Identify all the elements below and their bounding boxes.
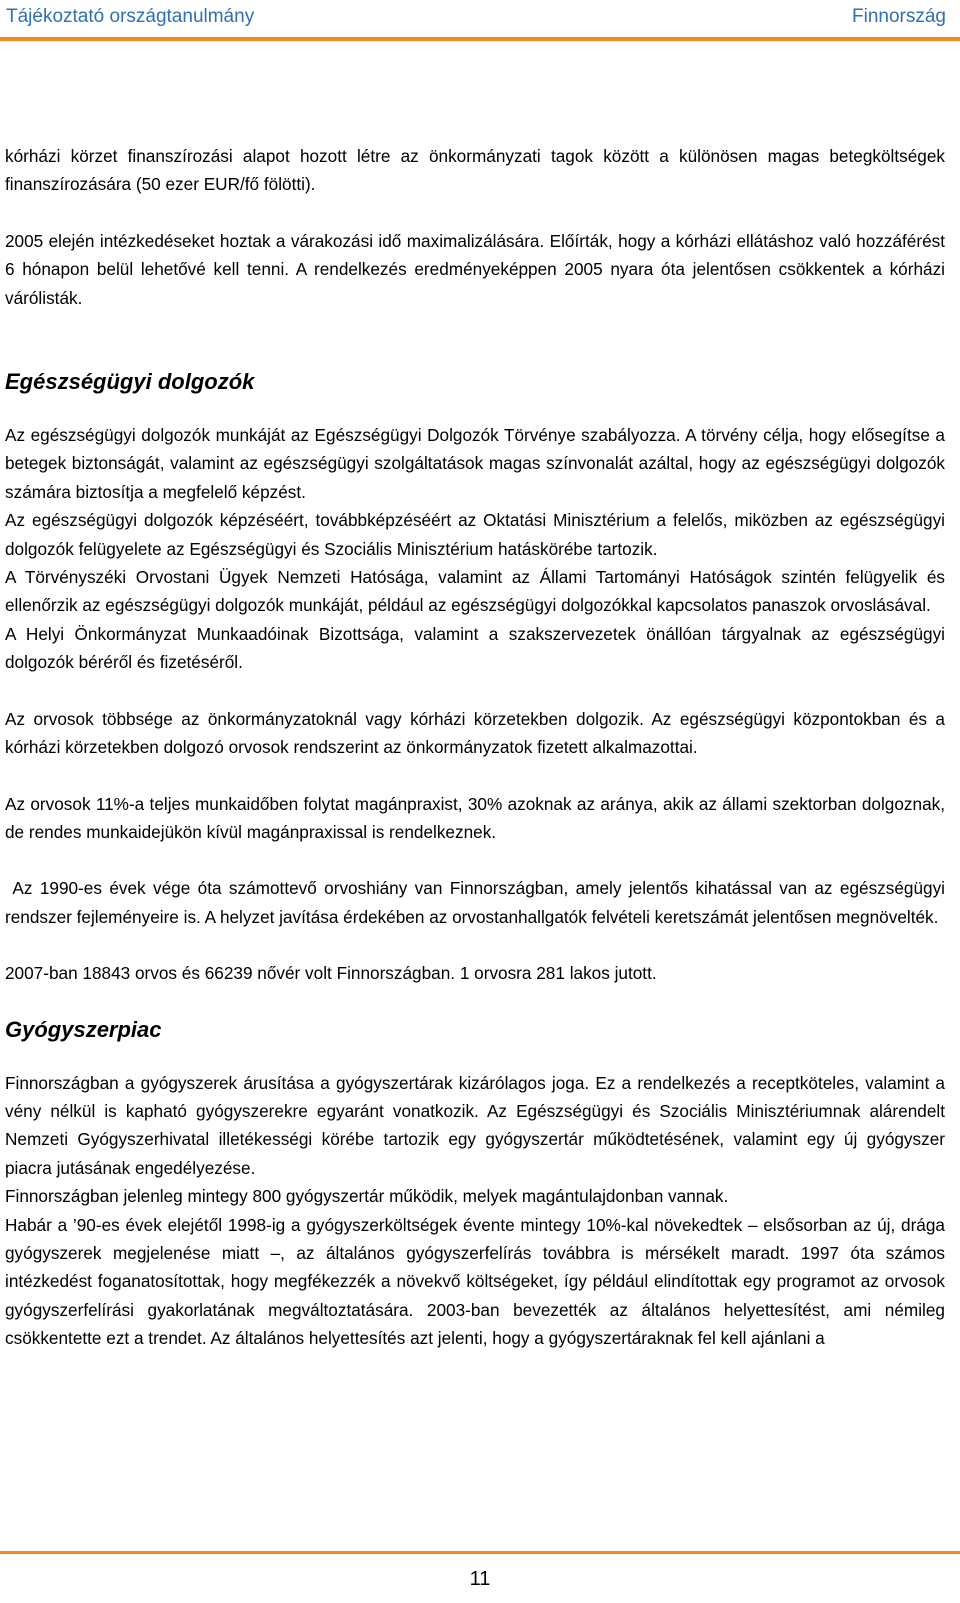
paragraph: Finnországban a gyógyszerek árusítása a gyógyszertárak kizárólagos joga. Ez a rendelkezés a receptköteles, valamint a vény nélkül is kapható gyógyszerekre egyaránt vonatkozik. Az Egészségügyi és Szociális Minisztériumnak alárendelt Nemzeti Gyógyszerhivatal illetékességi körébe tartozik egy gyógyszertár működtetésének, valamint egy új gyógyszer piacra jutásának engedélyezése. — [5, 1072, 945, 1178]
document-title: Tájékoztató országtanulmány — [6, 6, 255, 27]
paragraph: kórházi körzet finanszírozási alapot hozott létre az önkormányzati tagok között a különösen magas betegköltségek finanszírozására (50 ezer EUR/fő fölötti). — [5, 146, 945, 195]
paragraph: Az orvosok 11%-a teljes munkaidőben folytat magánpraxist, 30% azoknak az aránya, akik az állami szektorban dolgoznak, de rendes munkaidejükön kívül magánpraxissal is rendelkeznek. — [5, 793, 945, 842]
paragraph: Az 1990-es évek vége óta számottevő orvoshiány van Finnországban, amely jelentős kihatással van az egészségügyi rendszer fejleményeire is. A helyzet javítása érdekében az orvostanhallgatók felvételi keretszámát jelentősen megnövelték. — [5, 878, 950, 927]
footer-rule — [0, 1551, 960, 1554]
paragraph: A Törvényszéki Orvostani Ügyek Nemzeti Hatósága, valamint az Állami Tartományi Hatóságok szintén felügyelik és ellenőrzik az egészségügyi dolgozók munkáját, például az egészségügyi dolgozókkal kapcsolatos panaszok orvoslásával. — [5, 567, 945, 616]
page-number: 11 — [469, 1568, 491, 1590]
paragraph: Az egészségügyi dolgozók munkáját az Egészségügyi Dolgozók Törvénye szabályozza. A törvény célja, hogy elősegítse a betegek biztonságát, valamint az egészségügyi szolgáltatások magas színvonalát azáltal, hogy az egészségügyi dolgozók számára biztosítja a megfelelő képzést. — [5, 425, 945, 502]
paragraph: Az egészségügyi dolgozók képzéséért, továbbképzéséért az Oktatási Minisztérium a felelős, miközben az egészségügyi dolgozók felügyelete az Egészségügyi és Szociális Minisztérium hatáskörébe tartozik. — [5, 510, 945, 559]
page-header — [0, 0, 960, 40]
paragraph: 2007-ban 18843 orvos és 66239 nővér volt Finnországban. 1 orvosra 281 lakos jutott. — [5, 963, 657, 984]
paragraph: Finnországban jelenleg mintegy 800 gyógyszertár működik, melyek magántulajdonban vannak. — [5, 1186, 729, 1207]
section-heading: Egészségügyi dolgozók — [5, 369, 255, 395]
section-heading: Gyógyszerpiac — [5, 1016, 162, 1042]
header-rule — [0, 37, 960, 41]
paragraph: 2005 elején intézkedéseket hoztak a várakozási idő maximalizálására. Előírták, hogy a kórházi ellátáshoz való hozzáférést 6 hónapon belül lehetővé kell tenni. A rendelkezés eredményeképpen 2005 nyara óta jelentősen csökkentek a kórházi várólisták. — [5, 230, 945, 308]
paragraph: Az orvosok többsége az önkormányzatoknál vagy kórházi körzetekben dolgozik. Az egészségügyi központokban és a kórházi körzetekben dolgozó orvosok rendszerint az önkormányzatok fizetett alkalmazottai. — [5, 708, 945, 758]
page-footer — [0, 1550, 960, 1603]
paragraph: Habár a ’90-es évek elejétől 1998-ig a gyógyszerköltségek évente mintegy 10%-kal növekedtek – elsősorban az új, drága gyógyszerek megjelenése miatt –, az általános gyógyszerfelírás továbbra is mérsékelt maradt. 1997 óta számos intézkedést foganatosítottak, hogy megfékezzék a növekvő költségeket, így például elindítottak egy programot az orvosok gyógyszerfelírási gyakorlatának megváltoztatására. 2003-ban bevezették az általános helyettesítést, ami némileg csökkentette ezt a trendet. Az általános helyettesítés azt jelenti, hogy a gyógyszertáraknak fel kell ajánlani a — [5, 1214, 945, 1349]
page-body — [5, 142, 950, 1353]
country-title: Finnország — [852, 6, 946, 27]
paragraph: A Helyi Önkormányzat Munkaadóinak Bizottsága, valamint a szakszervezetek önállóan tárgyalnak az egészségügyi dolgozók béréről és fizetéséről. — [5, 623, 945, 673]
